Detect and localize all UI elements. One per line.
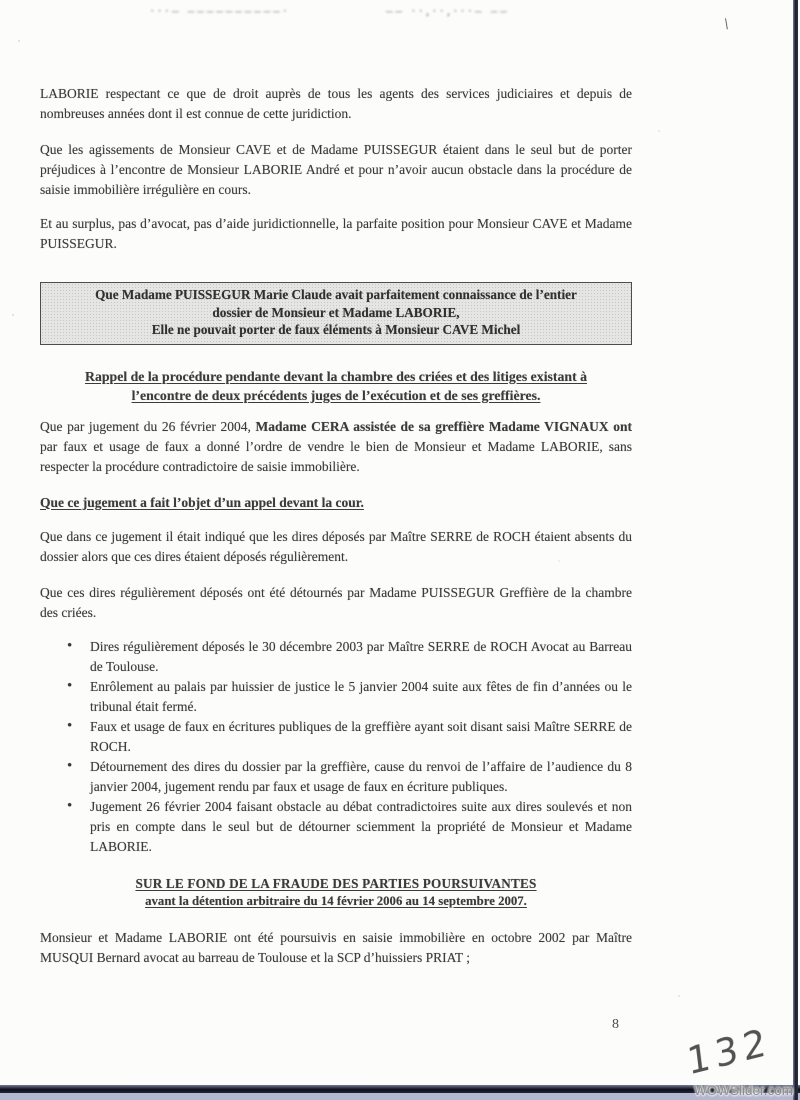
paragraph-surplus: Et au surplus, pas d’avocat, pas d’aide juridictionnelle, la parfaite position pour Monsieur CAVE et Madame PUISSEGUR. [40,216,632,251]
faded-fax-header-right: –– ··,··,···– –– [386,3,510,18]
scan-edge-bottom [0,1085,800,1093]
pen-mark: \ [722,15,730,34]
list-item: • Jugement 26 février 2004 faisant obstacle au débat contradictoires suite aux dires soulevés et non pris en compte dans le seul but de détourner sciemment la propriété de Monsieur et Madame LABORIE. [90,797,632,857]
section-heading-fraude [40,875,632,910]
box-line: Elle ne pouvait porter de faux éléments à Monsieur CAVE Michel [151,322,521,337]
list-item: • Détournement des dires du dossier par la greffière, cause du renvoi de l’affaire de l’audience du 8 janvier 2004, jugement rendu par faux et usage de faux en écriture publiques. [90,757,632,797]
paragraph-poursuite: Monsieur et Madame LABORIE ont été poursuivis en saisie immobilière en octobre 2002 par Maître MUSQUI Bernard avocat au barreau de Toulouse et la SCP d’huissiers PRIAT ; [40,929,632,965]
paragraph-text: Que par jugement du 26 février 2004, [40,418,256,434]
list-item: • Dires régulièrement déposés le 30 décembre 2003 par Maître SERRE de ROCH Avocat au Barreau de Toulouse. [90,637,632,677]
paragraph-agissements: Que les agissements de Monsieur CAVE et de Madame PUISSEGUR étaient dans le seul but de porter préjudices à l’encontre de Monsieur LABORIE André et pour n’avoir aucun obstacle dans la procédure de saisie immobilière irrégulière en cours. [40,142,632,197]
heading-line: Rappel de la procédure pendante devant la chambre des criées et des litiges existant à [84,368,588,384]
scan-noise [18,40,20,42]
paragraph-dires-detournes: Que ces dires régulièrement déposés ont été détournés par Madame PUISSEGUR Greffière de la chambre des criées. [40,584,632,620]
section-heading-rappel [40,367,632,405]
page-number: 8 [612,1017,619,1032]
box-line: dossier de Monsieur et Madame LABORIE, [212,304,460,320]
list-item: • Enrôlement au palais par huissier de justice le 5 janvier 2004 suite aux fêtes de fin d’années ou le tribunal était fermé. [90,677,632,717]
scan-edge-bottom-strip [0,1093,800,1100]
subheading-text: Que ce jugement a fait l’objet d’un appel devant la cour. [40,494,364,510]
heading-line: l’encontre de deux précédents juges de l’exécution et de ses greffières. [131,387,541,403]
bullet-list [40,637,632,857]
paragraph-jugement-cera [40,417,632,477]
faded-fax-header-left: ···– ––––––––––· [150,3,291,18]
box-line: Que Madame PUISSEGUR Marie Claude avait parfaitement connaissance de l’entier [95,287,577,302]
highlighted-statement-box [40,282,632,345]
wowslider-watermark: WOWSlider.com [693,1083,793,1098]
handwritten-folio-number: 132 [684,1019,773,1084]
scan-edge-right [793,0,798,1100]
document-body [40,84,632,984]
heading-line: SUR LE FOND DE LA FRAUDE DES PARTIES POURSUIVANTES [135,875,537,891]
paragraph-laborie-respect: LABORIE respectant ce que de droit auprès de tous les agents des services judiciaires et depuis de nombreuses années dont il est connue de cette juridiction. [40,86,632,121]
paragraph-text: par faux et usage de faux a donné l’ordre de vendre le bien de Monsieur et Madame LABORIE, sans respecter la procédure contradictoire de saisie immobilière. [40,438,632,474]
list-item: • Faux et usage de faux en écritures publiques de la greffière ayant soit disant saisi Maître SERRE de ROCH. [90,717,632,757]
heading-line: avant la détention arbitraire du 14 février 2006 au 14 septembre 2007. [145,893,527,908]
subheading-appel [40,493,632,513]
bold-names: Madame CERA assistée de sa greffière Madame VIGNAUX ont [255,418,633,434]
paragraph-dires-indiques: Que dans ce jugement il était indiqué que les dires déposés par Maître SERRE de ROCH étaient absents du dossier alors que ces dires étaient déposés régulièrement. [40,528,632,564]
